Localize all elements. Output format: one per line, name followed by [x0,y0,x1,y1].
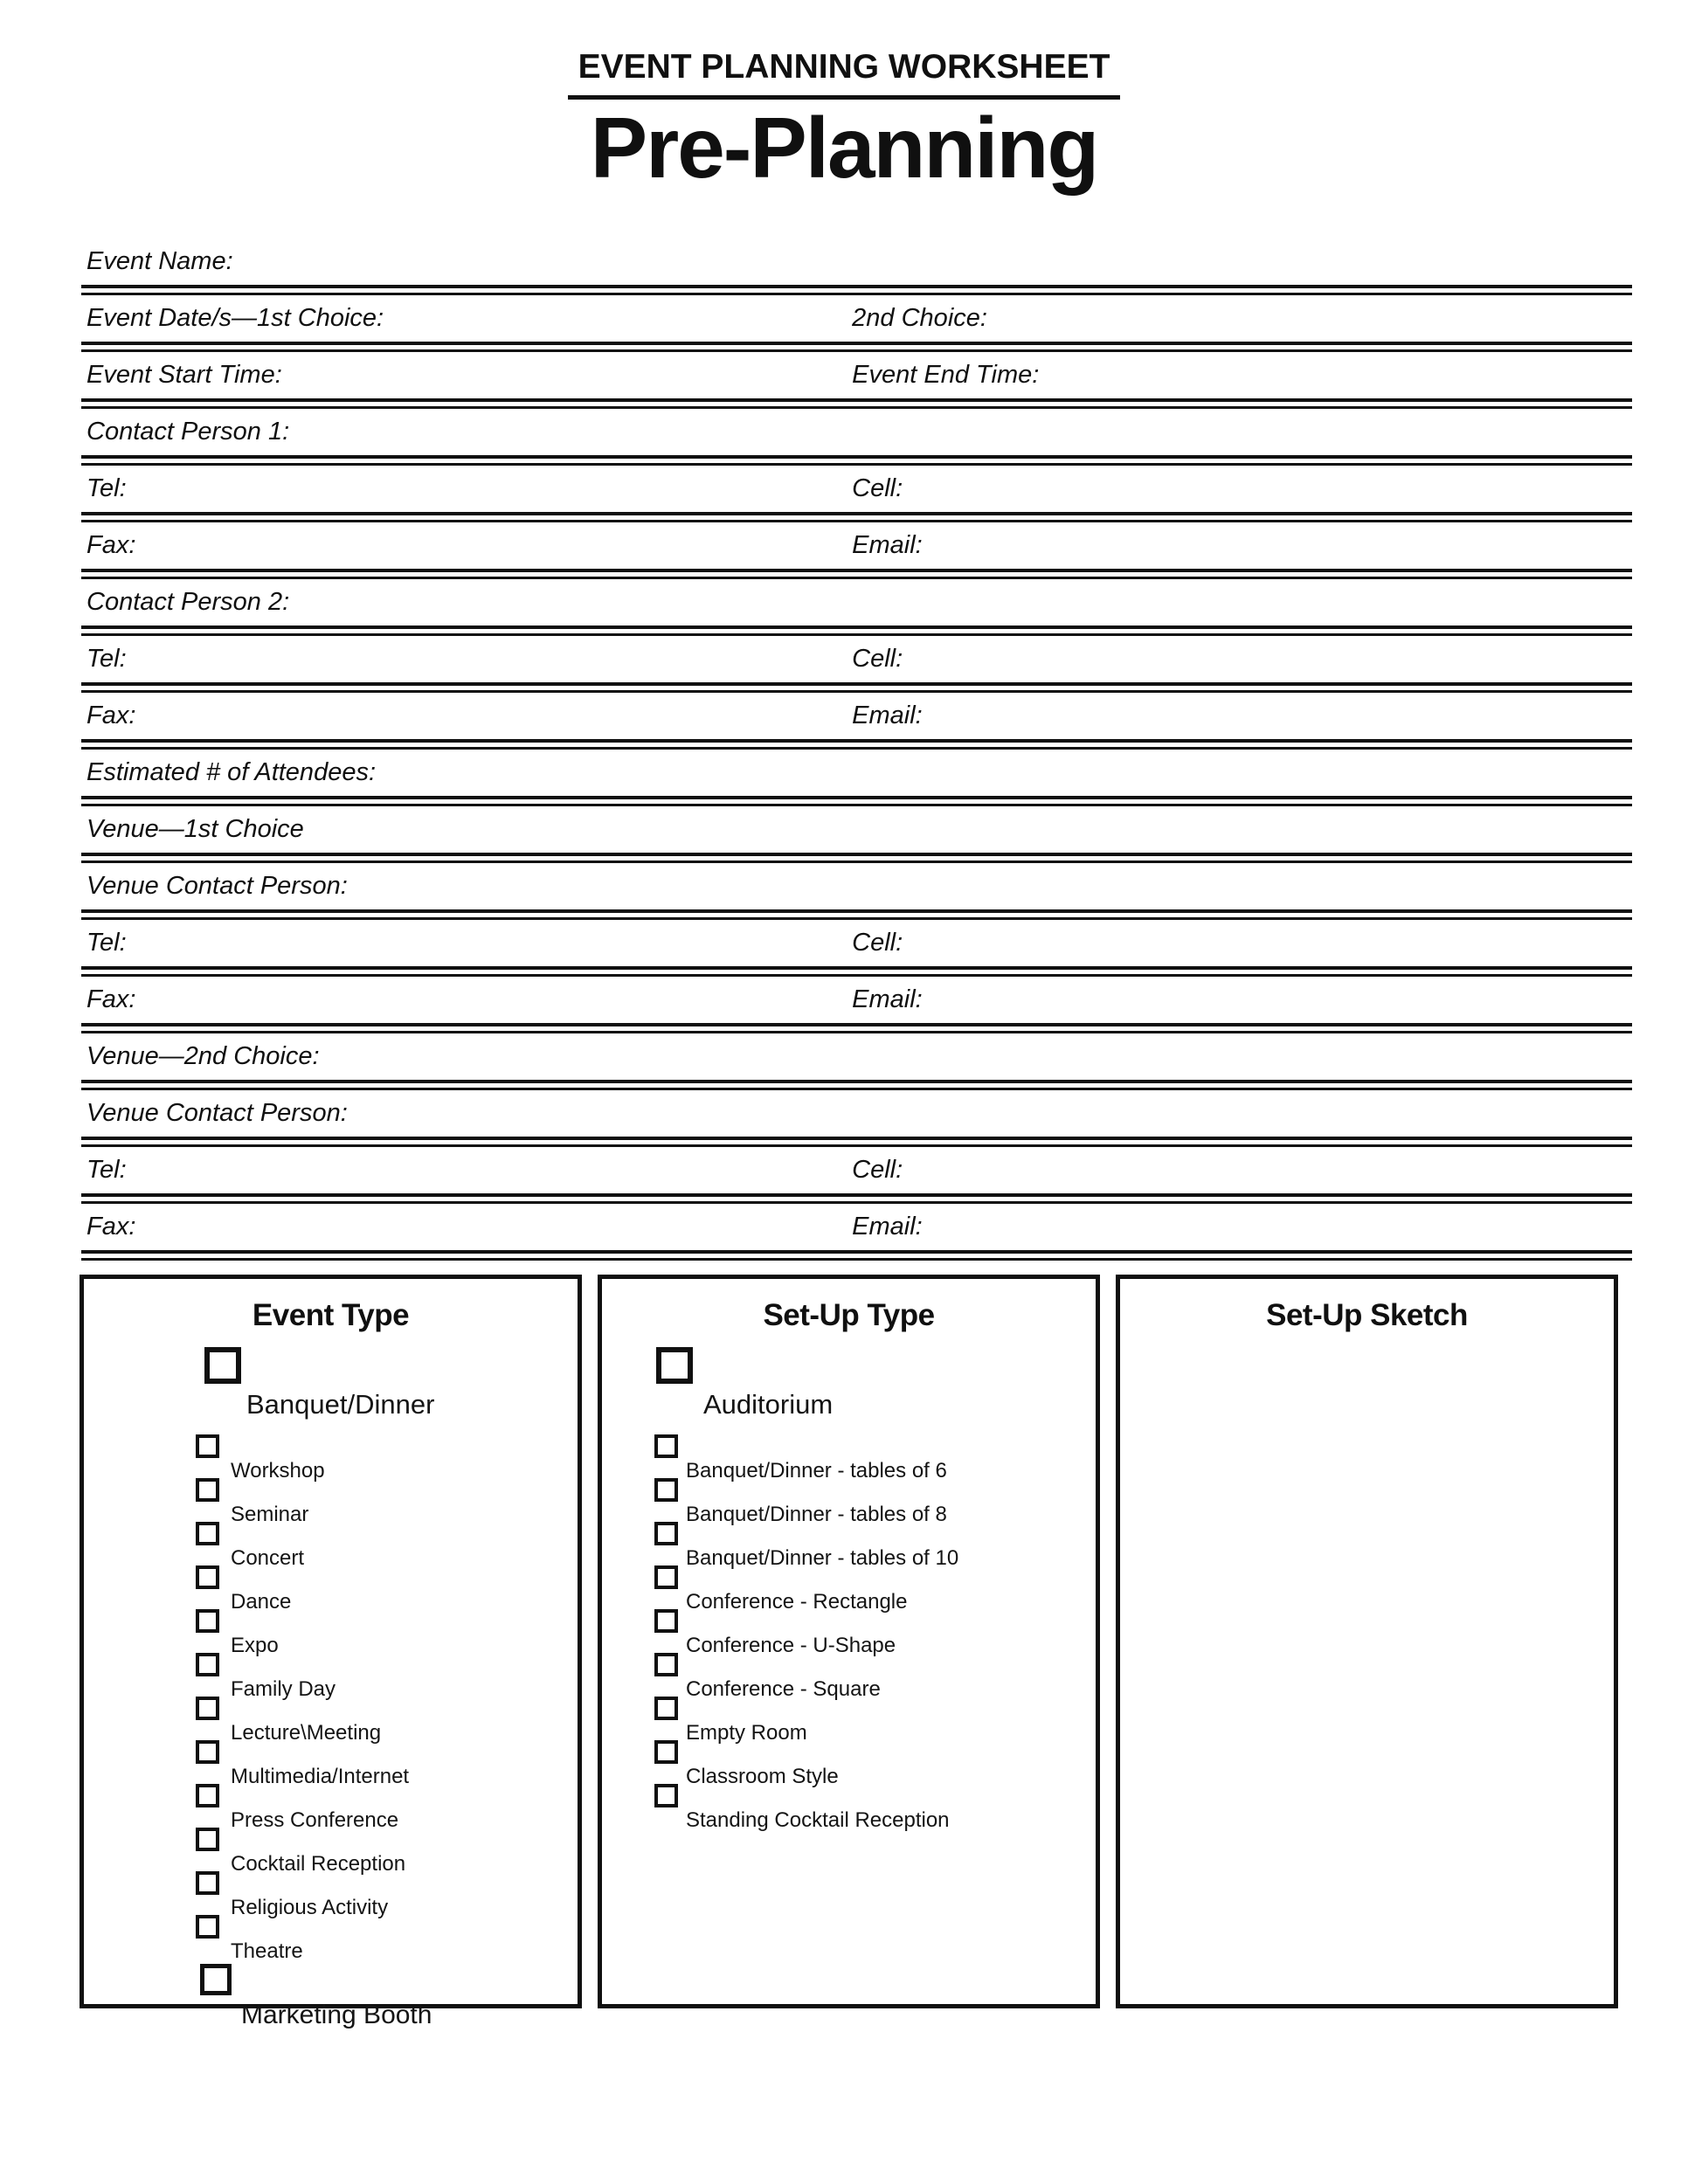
checkbox-label: Banquet/Dinner - tables of 8 [686,1502,947,1526]
row-divider [81,1250,1632,1261]
field-label: Venue Contact Person: [86,871,348,900]
checkbox-item [84,1695,578,1745]
checkbox[interactable] [204,1347,241,1384]
checkbox[interactable] [654,1653,678,1676]
checkbox-label: Family Day [231,1676,336,1701]
setup-type-list [602,1344,1096,1832]
checkbox-label: Concert [231,1545,305,1570]
checkbox-item [602,1651,1096,1701]
row-divider [81,682,1632,693]
page-header [0,0,1688,196]
row-divider [81,1137,1632,1147]
row-divider [81,512,1632,522]
row-divider [81,966,1632,977]
row-divider [81,739,1632,750]
row-divider [81,569,1632,579]
bottom-boxes [80,1275,1618,2029]
checkbox-item [84,1476,578,1526]
checkbox-item [602,1782,1096,1832]
field-label-right: Email: [852,985,923,1013]
form-row [81,636,1632,682]
checkbox-item [602,1344,1096,1433]
checkbox-item [602,1738,1096,1788]
field-label-right: Cell: [852,928,903,957]
checkbox-item [84,1564,578,1614]
field-label: Event Name: [86,246,233,275]
event-type-box [80,1275,582,2029]
checkbox-item [84,1782,578,1832]
checkbox[interactable] [196,1828,219,1851]
field-label: Venue—2nd Choice: [86,1041,320,1070]
checkbox[interactable] [654,1434,678,1458]
form-fields [81,238,1632,1261]
row-divider [81,455,1632,466]
form-row [81,579,1632,625]
checkbox[interactable] [196,1565,219,1589]
row-divider [81,1193,1632,1204]
form-row [81,693,1632,739]
field-input-line[interactable] [81,409,1632,455]
field-label-right: Email: [852,1212,923,1241]
checkbox[interactable] [196,1871,219,1895]
checkbox[interactable] [656,1347,693,1384]
form-row [81,1090,1632,1137]
sketch-area[interactable] [1120,1358,1614,2004]
form-row [81,806,1632,853]
form-row [81,352,1632,398]
row-divider [81,342,1632,352]
checkbox-label: Banquet/Dinner [246,1388,435,1420]
form-row [81,1033,1632,1080]
row-divider [81,853,1632,863]
field-label: Fax: [86,530,136,559]
checkbox-label: Empty Room [686,1720,807,1745]
event-type-list [84,1344,578,2030]
form-row [81,238,1632,285]
field-label: Event Start Time: [86,360,282,389]
field-label: Venue—1st Choice [86,814,304,843]
checkbox[interactable] [196,1915,219,1939]
checkbox-label: Conference - Rectangle [686,1589,908,1614]
setup-type-title: Set-Up Type [763,1297,935,1332]
row-divider [81,1023,1632,1033]
checkbox-item [84,1433,578,1482]
form-row [81,977,1632,1023]
checkbox[interactable] [654,1565,678,1589]
checkbox-item [602,1520,1096,1570]
setup-sketch-title: Set-Up Sketch [1266,1297,1468,1332]
checkbox-label: Workshop [231,1458,325,1482]
field-label-right: Cell: [852,644,903,673]
checkbox[interactable] [196,1609,219,1633]
row-divider [81,1080,1632,1090]
field-label-right: Cell: [852,1155,903,1184]
checkbox-item [602,1607,1096,1657]
field-label-right: Event End Time: [852,360,1040,389]
checkbox-item [84,1738,578,1788]
row-divider [81,398,1632,409]
form-row [81,466,1632,512]
checkbox[interactable] [196,1522,219,1545]
setup-type-box [598,1275,1100,2008]
checkbox-label: Conference - U-Shape [686,1633,896,1657]
row-divider [81,796,1632,806]
checkbox[interactable] [654,1740,678,1764]
checkbox-label: Cocktail Reception [231,1851,406,1876]
checkbox-label: Marketing Booth [241,2000,432,2029]
checkbox-item [84,1520,578,1570]
field-label: Fax: [86,701,136,729]
event-type-title: Event Type [252,1297,410,1332]
form-row [81,1204,1632,1250]
checkbox-item [84,1913,578,1963]
checkbox[interactable] [196,1434,219,1458]
checkbox[interactable] [196,1697,219,1720]
checkbox-label: Expo [231,1633,279,1657]
form-row [81,409,1632,455]
checkbox[interactable] [196,1653,219,1676]
checkbox[interactable] [196,1478,219,1502]
checkbox-item [84,1962,578,2030]
form-row [81,920,1632,966]
field-input-line[interactable] [81,238,1632,285]
checkbox-item [602,1695,1096,1745]
field-label: Tel: [86,1155,127,1184]
checkbox-label: Lecture\Meeting [231,1720,382,1745]
field-label-right: Cell: [852,473,903,502]
checkbox-label: Press Conference [231,1807,399,1832]
page-title: Pre-Planning [590,99,1098,196]
field-label-right: Email: [852,701,923,729]
checkbox[interactable] [654,1609,678,1633]
checkbox[interactable] [654,1697,678,1720]
field-label: Venue Contact Person: [86,1098,348,1127]
field-label: Fax: [86,985,136,1013]
form-row [81,1147,1632,1193]
checkbox-label: Banquet/Dinner - tables of 6 [686,1458,947,1482]
field-label: Event Date/s—1st Choice: [86,303,384,332]
field-label-right: 2nd Choice: [852,303,987,332]
setup-sketch-box [1116,1275,1618,2008]
checkbox-label: Religious Activity [231,1895,389,1919]
checkbox[interactable] [654,1478,678,1502]
field-label: Estimated # of Attendees: [86,757,377,786]
checkbox-label: Conference - Square [686,1676,881,1701]
checkbox-item [602,1433,1096,1482]
checkbox[interactable] [200,1964,232,1995]
checkbox-label: Banquet/Dinner - tables of 10 [686,1545,959,1570]
field-label: Contact Person 1: [86,417,290,446]
form-row [81,295,1632,342]
checkbox-label: Dance [231,1589,292,1614]
field-label: Contact Person 2: [86,587,290,616]
row-divider [81,285,1632,295]
row-divider [81,625,1632,636]
field-label: Tel: [86,473,127,502]
field-input-line[interactable] [81,579,1632,625]
checkbox-label: Standing Cocktail Reception [686,1807,950,1832]
field-label: Tel: [86,644,127,673]
checkbox-item [84,1826,578,1876]
checkbox-item [84,1344,578,1433]
checkbox-label: Multimedia/Internet [231,1764,410,1788]
form-row [81,522,1632,569]
checkbox-label: Theatre [231,1939,303,1963]
checkbox-item [602,1564,1096,1614]
field-input-line[interactable] [81,806,1632,853]
checkbox-item [84,1651,578,1701]
form-row [81,863,1632,909]
checkbox[interactable] [196,1740,219,1764]
checkbox-label: Auditorium [703,1388,834,1420]
field-label: Fax: [86,1212,136,1241]
field-label-right: Email: [852,530,923,559]
checkbox-label: Classroom Style [686,1764,839,1788]
checkbox-item [602,1476,1096,1526]
row-divider [81,909,1632,920]
checkbox[interactable] [196,1784,219,1807]
checkbox-item [84,1607,578,1657]
checkbox-item [84,1870,578,1919]
worksheet-heading: EVENT PLANNING WORKSHEET [568,49,1121,100]
checkbox-label: Seminar [231,1502,309,1526]
checkbox[interactable] [654,1784,678,1807]
field-label: Tel: [86,928,127,957]
checkbox[interactable] [654,1522,678,1545]
form-row [81,750,1632,796]
